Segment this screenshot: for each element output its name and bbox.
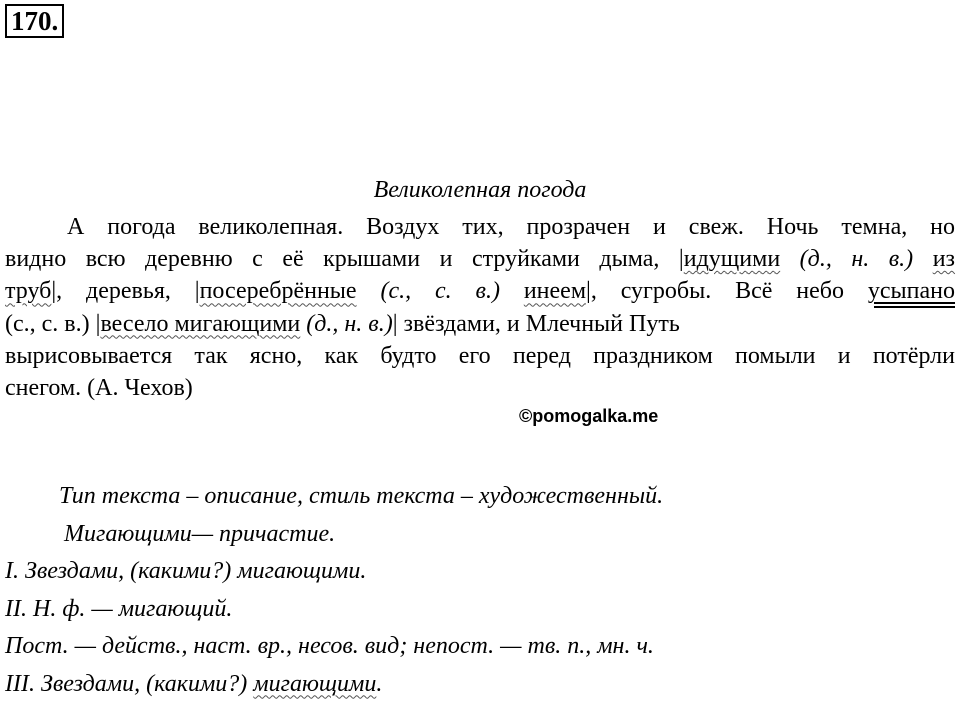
text-line-6: снегом. (А. Чехов)	[5, 375, 193, 402]
text-line-1: А погода великолепная. Воздух тих, прозрачен и свеж. Ночь темна, но	[67, 214, 955, 240]
text-title: Великолепная погода	[373, 177, 587, 203]
analysis-line-5: Пост. — действ., наст. вр., несов. вид; непост. — тв. п., мн. ч.	[5, 633, 654, 659]
analysis-line-1: Тип текста – описание, стиль текста – художественный.	[59, 483, 664, 509]
main-text	[5, 211, 955, 404]
text-line-2: видно всю деревню с её крышами и струйками дыма, |идущими (д., н. в.) из	[5, 246, 956, 273]
text-line-3: труб|, деревья, |посеребрённые (с., с. в.) инеем|, сугробы. Всё небо усыпано	[5, 278, 955, 305]
text-line-4: (с., с. в.) |весело мигающими (д., н. в.)| звёздами, и Млечный Путь	[5, 310, 680, 337]
dependent-word-underlined: труб	[5, 278, 52, 305]
dependent-word-underlined: из	[932, 246, 956, 273]
participle-underlined: идущими	[683, 246, 781, 273]
analysis-line-4: II. Н. ф. — мигающий.	[5, 595, 233, 622]
participle-underlined: мигающими	[253, 670, 377, 697]
text-line-5: вырисовывается так ясно, как будто его перед праздником помыли и потёрли	[5, 342, 955, 369]
predicate-underlined: усыпано	[867, 278, 955, 305]
exercise-number: 170.	[5, 4, 64, 38]
analysis-line-3: I. Звездами, (какими?) мигающими.	[5, 558, 367, 584]
watermark: ©pomogalka.me	[519, 406, 659, 426]
analysis-line-6: III. Звездами, (какими?) мигающими.	[5, 670, 383, 697]
dependent-word-underlined: инеем	[523, 278, 587, 305]
morphological-analysis	[5, 478, 955, 703]
participle-underlined: посеребрённые	[199, 278, 357, 305]
analysis-line-2: Мигающими— причастие.	[64, 520, 336, 547]
participle-underlined: весело мигающими	[100, 310, 301, 337]
